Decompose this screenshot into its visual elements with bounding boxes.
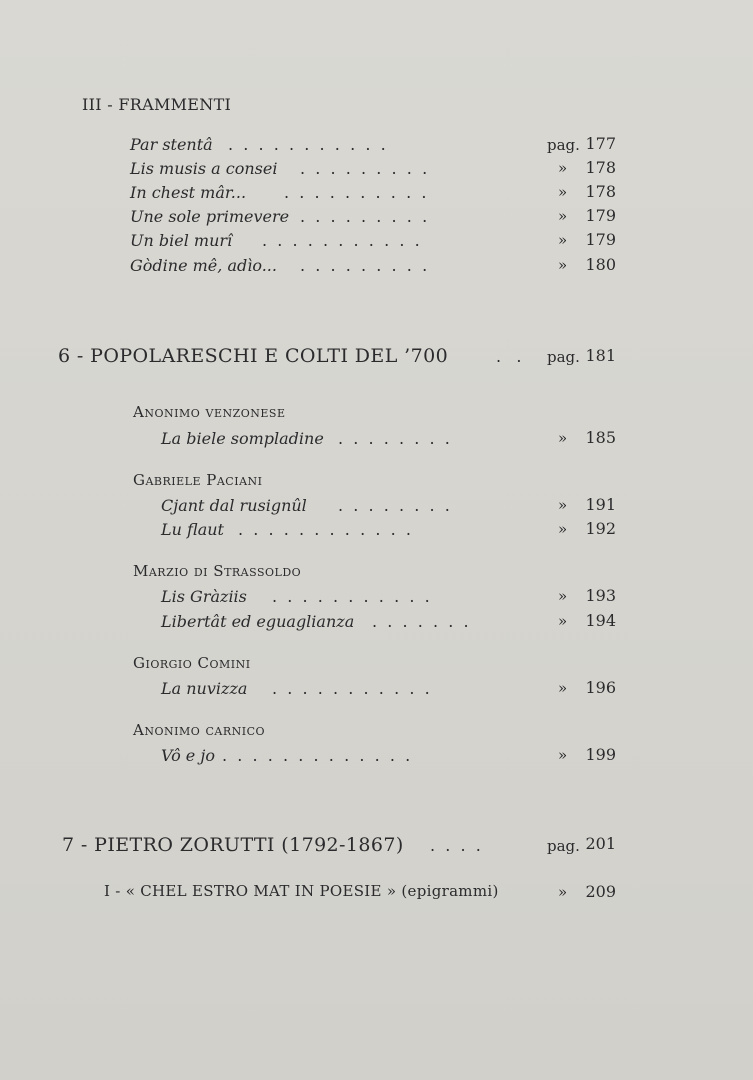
section-page-number: 201 [585, 834, 616, 853]
toc-entry-ref: » [558, 429, 568, 447]
toc-entry-title: Vô e jo [161, 746, 215, 765]
dot-leader: . . . . . . . . . [300, 256, 428, 275]
toc-entry-page: 192 [585, 519, 616, 538]
toc-entry-page: 199 [585, 745, 616, 764]
part-heading-frammenti: III - FRAMMENTI [82, 95, 232, 114]
toc-entry-ref: pag. [547, 136, 580, 154]
section-heading-7: 7 - PIETRO ZORUTTI (1792-1867) [62, 834, 404, 856]
toc-entry-title: La biele sompladine [161, 429, 324, 448]
section-page-number: 181 [585, 346, 616, 365]
subsection-heading: I - « CHEL ESTRO MAT IN POESIE » (epigrammi) [104, 882, 499, 900]
author-name: Anonimo carnico [133, 721, 266, 739]
dot-leader: . . . . . . . . . . . . [238, 520, 411, 539]
toc-entry-page: 178 [585, 158, 616, 177]
toc-entry-page: 196 [585, 678, 616, 697]
section-page-ref: pag. [547, 837, 580, 855]
toc-entry-page: 185 [585, 428, 616, 447]
toc-entry-page: 177 [585, 134, 616, 153]
toc-entry-title: Cjant dal rusignûl [161, 496, 307, 515]
section-heading-6: 6 - POPOLARESCHI E COLTI DEL ’700 [58, 345, 449, 367]
toc-entry-ref: » [558, 746, 568, 764]
author-name: Marzio di Strassoldo [133, 562, 302, 580]
toc-entry-page: 179 [585, 206, 616, 225]
toc-entry-title: Lis musis a consei [130, 159, 278, 178]
author-name: Giorgio Comini [133, 654, 251, 672]
dot-leader: . . [496, 347, 522, 366]
dot-leader: . . . . . . . . . . . [262, 231, 420, 250]
toc-entry-page: 193 [585, 586, 616, 605]
dot-leader: . . . . . . . . . . . [228, 135, 386, 154]
author-name: Anonimo venzonese [133, 403, 286, 421]
toc-entry-page: 178 [585, 182, 616, 201]
dot-leader: . . . . . . . . . . [284, 183, 427, 202]
toc-entry-title: In chest mâr... [130, 183, 247, 202]
toc-entry-ref: » [558, 496, 568, 514]
toc-entry-ref: » [558, 679, 568, 697]
dot-leader: . . . . . . . . [338, 496, 450, 515]
toc-entry-page: 191 [585, 495, 616, 514]
dot-leader: . . . . . . . . . [300, 207, 428, 226]
toc-entry-ref: » [558, 587, 568, 605]
dot-leader: . . . . . . . . [338, 429, 450, 448]
toc-entry-ref: » [558, 520, 568, 538]
toc-entry-title: Par stentâ [130, 135, 213, 154]
dot-leader: . . . . . . . . . . . [272, 679, 430, 698]
toc-entry-title: Lis Gràziis [161, 587, 247, 606]
toc-entry-ref: » [558, 612, 568, 630]
toc-entry-page: 209 [585, 882, 616, 901]
toc-entry-page: 179 [585, 230, 616, 249]
toc-entry-ref: » [558, 183, 568, 201]
toc-entry-title: Lu flaut [161, 520, 224, 539]
toc-entry-ref: » [558, 256, 568, 274]
toc-entry-page: 180 [585, 255, 616, 274]
toc-entry-title: La nuvizza [161, 679, 248, 698]
dot-leader: . . . . . . . . . [300, 159, 428, 178]
toc-entry-title: Libertât ed eguaglianza [161, 612, 355, 631]
toc-entry-ref: » [558, 231, 568, 249]
toc-entry-page: 194 [585, 611, 616, 630]
dot-leader: . . . . . . . . . . . . . [222, 746, 411, 765]
dot-leader: . . . . . . . [372, 612, 469, 631]
toc-entry-ref: » [558, 207, 568, 225]
toc-entry-title: Un biel murî [130, 231, 233, 250]
toc-entry-ref: » [558, 159, 568, 177]
toc-entry-title: Une sole primevere [130, 207, 290, 226]
dot-leader: . . . . [430, 836, 481, 855]
dot-leader: . . . . . . . . . . . [272, 587, 430, 606]
toc-entry-ref: » [558, 883, 568, 901]
section-page-ref: pag. [547, 348, 580, 366]
toc-entry-title: Gòdine mê, adìo... [130, 256, 277, 275]
author-name: Gabriele Paciani [133, 471, 263, 489]
